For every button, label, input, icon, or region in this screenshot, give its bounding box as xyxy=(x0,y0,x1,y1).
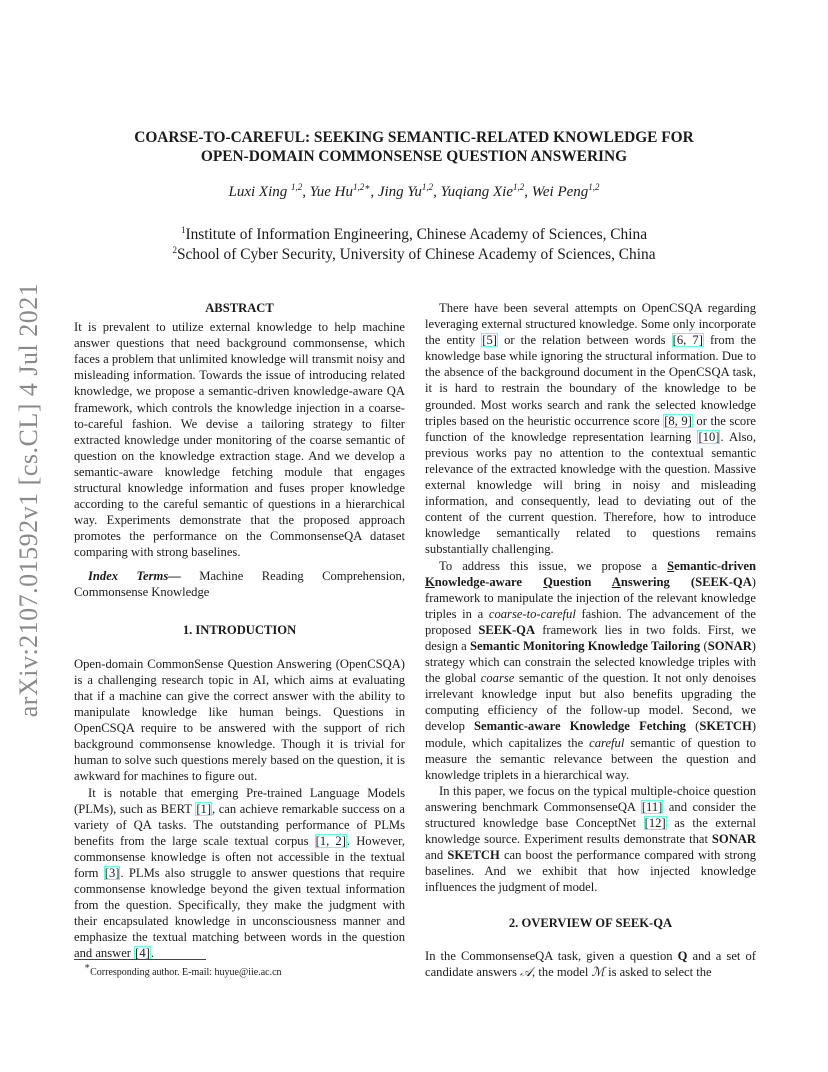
index-terms xyxy=(74,568,405,600)
affiliation-1 xyxy=(74,225,754,245)
author-name: Yue Hu xyxy=(309,184,353,200)
citation-link[interactable]: [4] xyxy=(135,946,150,961)
citation-link[interactable]: [3] xyxy=(104,866,120,880)
intro-paragraph-2: It is notable that emerging Pre-trained Language Models (PLMs), such as BERT [1], can achieve remarkable success on a variety of QA tasks. The outstanding performance of PLMs benefits from the large scale textual corpus [1, 2]. However, commonsense knowledge is often not accessible in the textual form [3]. PLMs also struggle to answer questions that require commonsense knowledge beyond the given textual information from the question. Specifically, they make the judgment with their encapsulated knowledge in unconsciousness manner and emphasize the textual matching between words in the question and answer [4]. xyxy=(74,785,405,961)
intro-paragraph-3: There have been several attempts on OpenCSQA regarding leveraging external structured knowledge. Some only incorporate the entity [5] or the relation between words [6, 7] from the knowledge base while ignoring the structural information. Due to the absence of the background document in the OpenCSQA task, it is hard to restrain the boundary of the knowledge to be grounded. Most works search and rank the selected knowledge triples based on the heuristic occurrence score [8, 9] or the score function of the knowledge representation learning [10]. Also, previous works pay no attention to the contextual semantic relevance of the extracted knowledge with the question. Massive external knowledge will bring in noisy and misleading information, and consequently, lead to deviating out of the content of the current question. Therefore, how to introduce knowledge semantically related to questions remains substantially challenging. xyxy=(425,301,756,557)
affiliation-sup: 1 xyxy=(180,225,186,235)
abstract-text: It is prevalent to utilize external knowledge to help machine answer questions that need background commonsense, which faces a problem that unlimited knowledge will transmit noisy and misleading information. Towards the issue of introducing related knowledge, we propose a semantic-driven knowledge-aware QA framework, which controls the knowledge injection in a coarse-to-careful fashion. We devise a tailoring strategy to filter extracted knowledge under monitoring of the coarse semantic of question on the knowledge extraction stage. And we develop a semantic-aware knowledge fetching module that engages structural knowledge information and fuses proper knowledge according to the careful semantic of questions in a hierarchical way. Experiments demonstrate that the proposed approach promotes the performance on the CommonsenseQA dataset comparing with strong baselines. xyxy=(74,320,405,560)
author-sup: 1,2 xyxy=(588,182,600,192)
author-sup: 1,2 xyxy=(421,182,434,192)
citation-link[interactable]: [1] xyxy=(196,801,212,816)
arxiv-id-text: arXiv:2107.01592v1 [cs.CL] 4 Jul 2021 xyxy=(14,282,43,718)
title-line-2: OPEN-DOMAIN COMMONSENSE QUESTION ANSWERING xyxy=(200,148,628,165)
affiliation-text: School of Cyber Security, University of Chinese Academy of Sciences, China xyxy=(176,246,656,263)
affiliations xyxy=(74,225,754,265)
citation-link[interactable]: [11] xyxy=(641,799,663,814)
title-line-1: COARSE-TO-CAREFUL: SEEKING SEMANTIC-RELATED KNOWLEDGE FOR xyxy=(134,129,694,146)
intro-paragraph-4: To address this issue, we propose a Semantic-driven Knowledge-aware Question Answering (SEEK-QA) framework to manipulate the injection of the relevant knowledge triples in a coarse-to-careful fashion. The advancement of the proposed SEEK-QA framework lies in two folds. First, we design a Semantic Monitoring Knowledge Tailoring (SONAR) strategy which can constrain the selected knowledge triples with the global coarse semantic of the question. It not only denoises irrelevant knowledge input but also benefits upgrading the computing efficiency of the follow-up model. Second, we develop Semantic-aware Knowledge Fetching (SKETCH) module, which capitalizes the careful semantic of question to measure the semantic relevance between the question and knowledge triplets in a hierarchical way. xyxy=(425,558,757,782)
affiliation-sup: 2 xyxy=(172,245,177,255)
index-terms-label: Index Terms— xyxy=(88,568,181,583)
author-sup: 1,2 xyxy=(290,182,303,192)
citation-link[interactable]: [12] xyxy=(644,816,666,830)
affiliation-text: Institute of Information Engineering, Chinese Academy of Sciences, China xyxy=(185,226,648,243)
affiliation-2 xyxy=(74,245,754,265)
footnote-text: Corresponding author. E-mail: huyue@iie.ac.cn xyxy=(90,967,282,978)
author-sup: 1,2∗ xyxy=(352,182,371,192)
abstract-heading: ABSTRACT xyxy=(205,301,274,315)
citation-link[interactable]: [6, 7] xyxy=(672,333,703,348)
citation-link[interactable]: [10] xyxy=(698,429,720,444)
paper-title xyxy=(74,128,754,166)
footnote-sup: ∗ xyxy=(84,961,91,971)
left-column xyxy=(74,300,405,962)
index-terms-text: Machine Reading Comprehension, Commonsense Knowledge xyxy=(74,568,405,599)
overview-paragraph-1: In the CommonsenseQA task, given a question Q and a set of candidate answers 𝒜, the model ℳ is asked to select the xyxy=(425,948,756,979)
author-sup: 1,2 xyxy=(513,182,525,192)
citation-link[interactable]: [5] xyxy=(482,333,497,348)
author-name: Jing Yu xyxy=(377,184,422,200)
citation-link[interactable]: [8, 9] xyxy=(664,413,692,428)
intro-paragraph-1: Open-domain CommonSense Question Answering (OpenCSQA) is a challenging research topic in AI, which aims at evaluating that if a machine can give the correct answer with the ability to manipulate knowledge like human beings. Questions in OpenCSQA require to be answered with the support of rich background commonsense knowledge. Though it is trivial for human to solve such questions merely based on the question, it is awkward for machines to figure out. xyxy=(74,656,405,784)
author-name: Wei Peng xyxy=(531,184,589,200)
author-name: Yuqiang Xie xyxy=(440,184,513,200)
footnote xyxy=(84,961,282,978)
author-list: Luxi Xing $^{1,2}$, Yue $Hu^{1,2∗}$, Jing Yu$^{1,2}$, Yuqiang Xie$^{1,2}$, Wei Peng$^{1,2}$ xyxy=(228,182,600,200)
footnote-divider xyxy=(74,959,206,960)
intro-paragraph-5: In this paper, we focus on the typical multiple-choice question answering benchmark CommonsenseQA [11] and consider the structured knowledge base ConceptNet [12] as the external knowledge source. Experiment results demonstrate that SONAR and SKETCH can boost the performance compared with strong baselines. And we exhibit that how injected knowledge influences the judgment of model. xyxy=(425,783,756,895)
author-name: Luxi Xing xyxy=(228,184,288,200)
citation-link[interactable]: [1, 2] xyxy=(315,833,346,848)
right-column xyxy=(425,300,756,980)
section-2-heading: 2. OVERVIEW OF SEEK-QA xyxy=(508,916,673,931)
arxiv-identifier xyxy=(4,282,54,718)
section-1-heading: 1. INTRODUCTION xyxy=(182,622,297,637)
